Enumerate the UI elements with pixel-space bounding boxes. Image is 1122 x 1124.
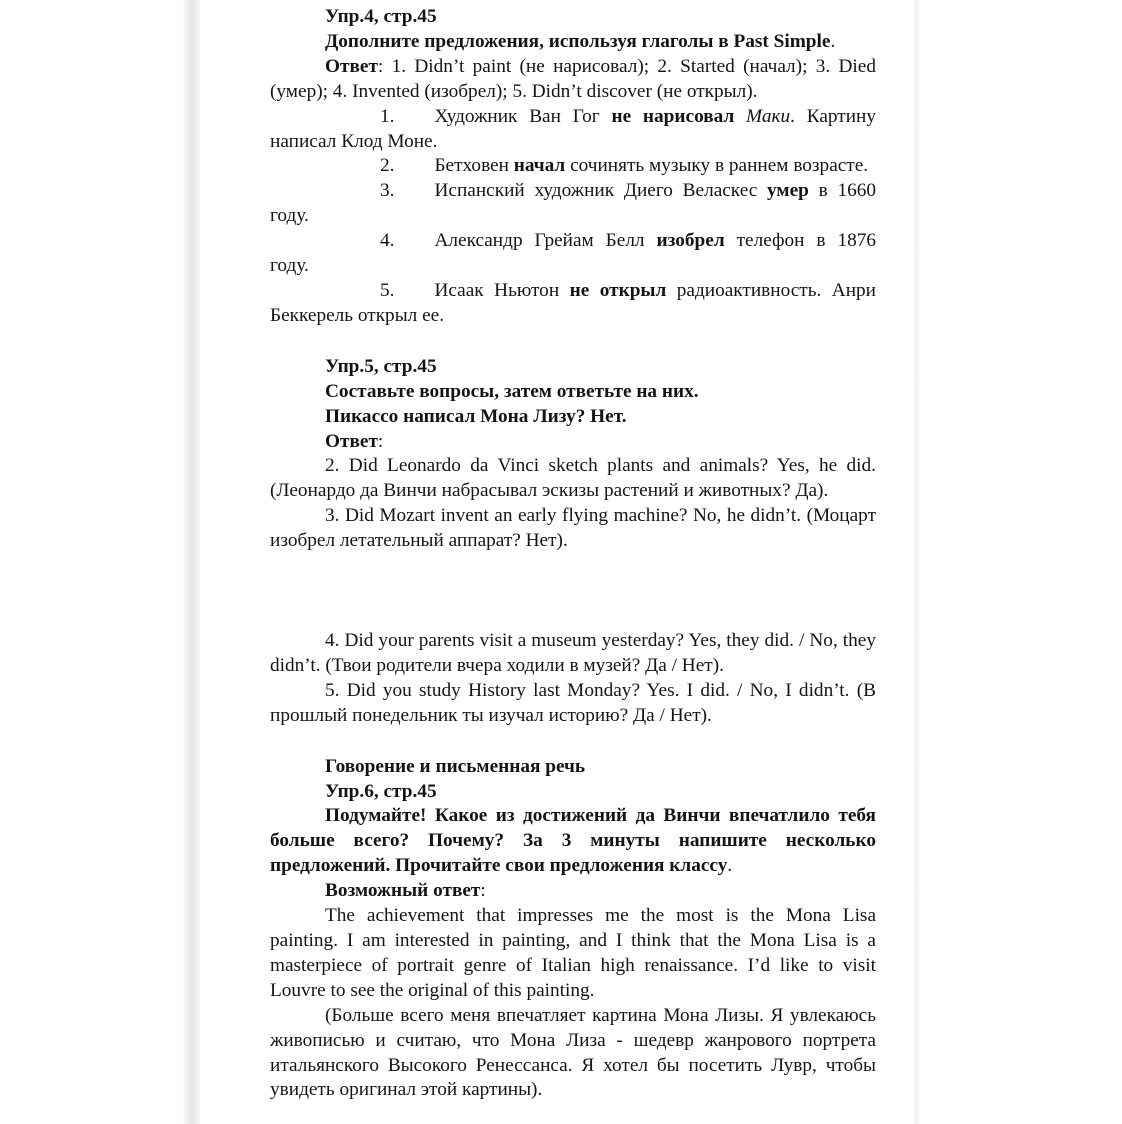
list-item: [270, 154, 876, 179]
text-run: Испанский художник Диего Веласкес: [434, 180, 768, 202]
text-run: Исаак Ньютон: [434, 279, 570, 301]
text-run: : 1. Didn’t paint (не нарисовал); 2. Started (начал); 3. Died (умер); 4. Invented (изобрел); 5. Didn’t discover (не открыл).: [270, 55, 876, 102]
vertical-gap: [270, 329, 876, 355]
text-run: . Картину написал Клод Моне.: [270, 105, 876, 152]
translation: [270, 1004, 876, 1104]
text-run: The achievement that impresses me the most is the Mona Lisa painting. I am interested in painting, and I think that the Mona Lisa is a masterpiece of portrait genre of Italian high renaissance. I’d like to visit Louvre to see the original of this painting.: [270, 905, 876, 1001]
task-text: [270, 804, 876, 879]
text-run: Возможный ответ: [325, 880, 481, 902]
text-run: не открыл: [569, 279, 667, 301]
vertical-gap: [270, 554, 876, 629]
list-item: [270, 229, 876, 279]
task-text: [270, 30, 876, 55]
text-run: .: [830, 30, 836, 52]
text-run: 3. Did Mozart invent an early flying machine? No, he didn’t. (Моцарт изобрел летательный аппарат? Нет).: [270, 505, 876, 552]
list-item: [270, 105, 876, 155]
text-run: Составьте вопросы, затем ответьте на них.: [325, 380, 699, 402]
text-run: Бетховен: [434, 155, 514, 177]
question-answer: [270, 679, 876, 729]
text-run: в 1660 году.: [270, 180, 877, 227]
page-edge-shadow-right: [912, 0, 920, 1124]
text-run: Подумайте! Какое из достижений да Винчи впечатлило тебя больше всего? Почему? За 3 минуты напишите несколько предложений. Прочитайте свои предложения классу: [270, 805, 876, 877]
text-run: 4. Did your parents visit a museum yesterday? Yes, they did. / No, they didn’t. (Твои родители вчера ходили в музей? Да / Нет).: [270, 630, 876, 676]
text-run: 1.: [380, 105, 395, 127]
text-run: Упр.4, стр.45: [325, 6, 437, 27]
text-run: Пикассо написал Мона Лизу? Нет.: [325, 405, 627, 427]
question-answer: [270, 629, 876, 679]
text-run: Говорение и письменная речь: [325, 755, 586, 777]
tab-space: [394, 229, 434, 254]
text-run: :: [377, 430, 384, 452]
question-answer: [270, 454, 876, 504]
text-run: не нарисовал: [611, 105, 735, 127]
task-example: [270, 405, 876, 430]
text-run: :: [480, 880, 486, 902]
tab-space: [394, 105, 434, 130]
question-answer: [270, 504, 876, 554]
answer-summary: [270, 55, 876, 105]
text-run: Маки: [746, 105, 791, 127]
task-text: [270, 380, 876, 405]
text-run: 2.: [380, 155, 395, 177]
list-item: [270, 179, 876, 229]
exercise-heading: [270, 780, 876, 805]
text-run: Упр.6, стр.45: [325, 780, 437, 802]
text-run: умер: [767, 180, 809, 202]
text-run: 5.: [380, 279, 395, 301]
answer-label: [270, 879, 876, 904]
text-run: Ответ: [325, 430, 378, 452]
tab-space: [394, 154, 434, 179]
text-run: .: [727, 855, 733, 877]
tab-space: [394, 179, 434, 204]
text-run: Упр.5, стр.45: [325, 355, 437, 377]
document-body: [270, 5, 876, 1103]
text-run: изобрел: [656, 230, 725, 252]
text-run: Художник Ван Гог: [434, 105, 612, 127]
answer-label: [270, 430, 876, 455]
text-run: 3.: [380, 180, 395, 202]
text-run: Александр Грейам Белл: [434, 230, 657, 252]
text-run: Ответ: [325, 55, 378, 77]
vertical-gap: [270, 729, 876, 755]
text-run: 5. Did you study History last Monday? Yes. I did. / No, I didn’t. (В прошлый понедельник ты изучал историю? Да / Нет).: [270, 679, 876, 726]
text-run: сочинять музыку в раннем возрасте.: [565, 155, 869, 177]
text-run: Дополните предложения, используя глаголы в Past Simple: [325, 30, 831, 52]
list-item: [270, 279, 876, 329]
text-run: 4.: [380, 230, 395, 252]
section-heading: [270, 755, 876, 780]
text-run: начал: [513, 155, 566, 177]
exercise-heading: [270, 355, 876, 380]
sample-answer: [270, 904, 876, 1004]
text-run: [734, 106, 746, 127]
text-run: 2. Did Leonardo da Vinci sketch plants and animals? Yes, he did. (Леонардо да Винчи набрасывал эскизы растений и животных? Да).: [270, 455, 876, 502]
text-run: радиоактивность. Анри Беккерель открыл ее.: [270, 279, 876, 326]
page-edge-shadow-left: [183, 0, 200, 1124]
tab-space: [394, 279, 434, 304]
text-run: телефон в 1876 году.: [270, 230, 877, 277]
text-run: (Больше всего меня впечатляет картина Мона Лизы. Я увлекаюсь живописью и считаю, что Мона Лиза - шедевр жанрового портрета итальянского Высокого Ренессанса. Я хотел бы посетить Лувр, чтобы увидеть оригинал этой картины).: [270, 1004, 876, 1101]
exercise-heading: [270, 5, 876, 30]
